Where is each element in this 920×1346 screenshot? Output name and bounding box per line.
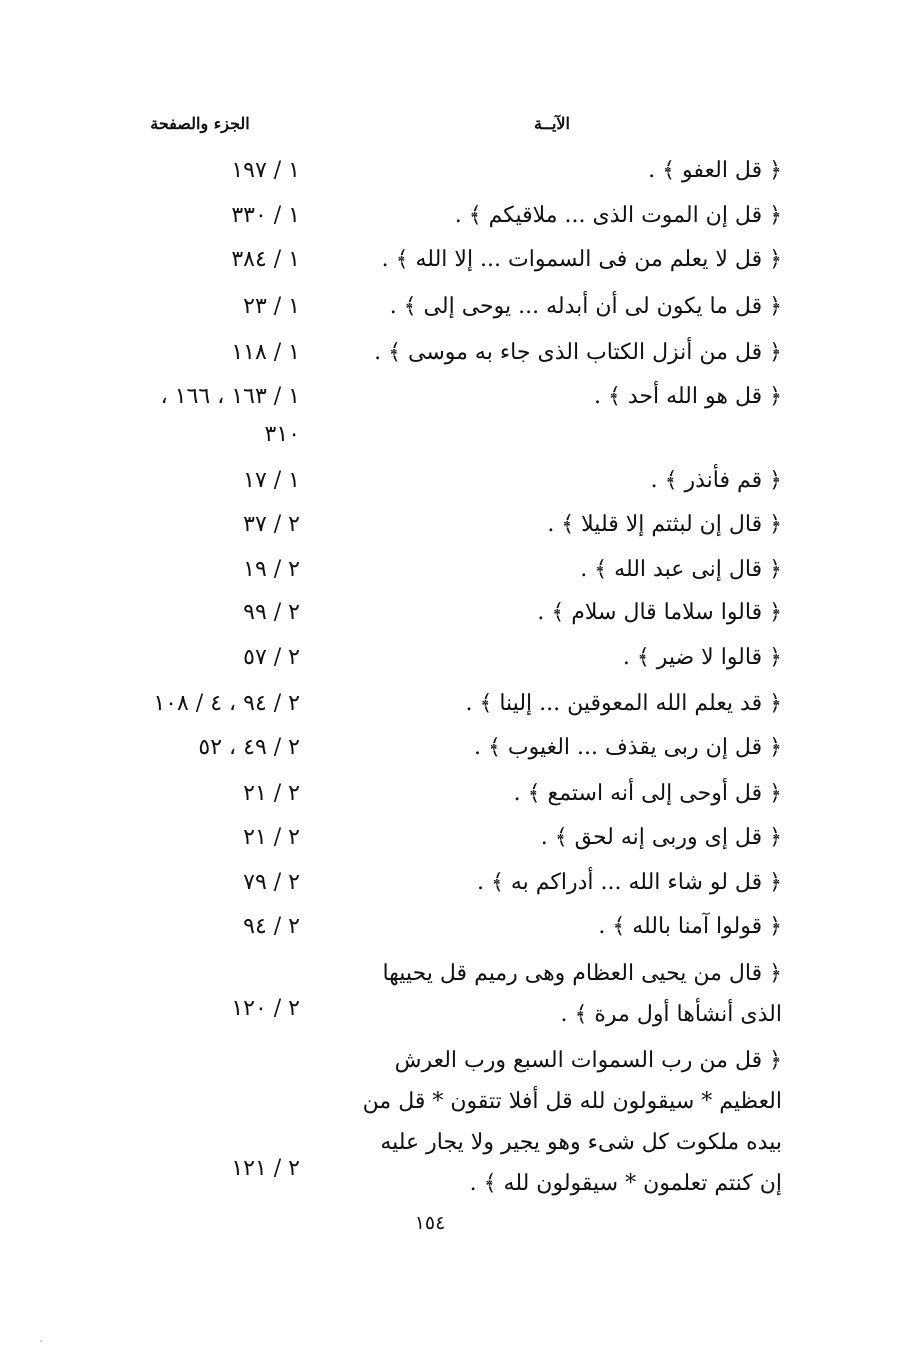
verse-reference: ٢ / ١٩ [243,557,300,582]
verse-column-header: الآيــة [534,114,570,133]
verse-reference: ١ / ٣٨٤ [231,247,300,272]
verse-text: ﴿ قل من رب السموات السبع ورب العرش العظيم * سيقولون لله قل أفلا تتقون * قل من بيده ملكوت كل شىء وهو يجير ولا يجار عليه إن كنتم تعلمون * سيقولون لله ﴾ . [362,1048,782,1196]
verse-text: ﴿ قل ما يكون لى أن أبدله ... يوحى إلى ﴾ . [389,294,782,319]
verse-text: ﴿ قل إى وربى إنه لحق ﴾ . [540,825,782,850]
verse-text: ﴿ قال من يحيى العظام وهى رميم قل يحييها الذى أنشأها أول مرة ﴾ . [382,961,782,1027]
verse-reference: ٢ / ٩٤ ، ٤ / ١٠٨ [153,691,300,716]
verse-text: ﴿ قولوا آمنا بالله ﴾ . [598,914,782,939]
verse-reference: ١ / ١١٨ [231,340,300,365]
page-number: ١٥٤ [414,1212,446,1234]
verse-text: ﴿ قل العفو ﴾ . [648,158,782,183]
verse-reference: ٢ / ٩٤ [243,914,300,939]
verse-reference: ٢ / ٢١ [243,825,300,850]
verse-text: ﴿ قل أوحى إلى أنه استمع ﴾ . [513,781,782,806]
verse-reference: ٢ / ١٢١ [231,1156,300,1181]
verse-text: ﴿ قل إن الموت الذى ... ملاقيكم ﴾ . [454,203,782,228]
verse-text: ﴿ قم فأنذر ﴾ . [650,468,782,493]
verse-text: ﴿ قل من أنزل الكتاب الذى جاء به موسى ﴾ . [374,340,782,365]
verse-reference: ١ / ٢٣ [243,294,300,319]
verse-reference: ٢ / ٤٩ ، ٥٢ [198,735,300,760]
verse-text: ﴿ قد يعلم الله المعوقين ... إلينا ﴾ . [465,691,782,716]
verse-text: ﴿ قال إن لبثتم إلا قليلا ﴾ . [547,512,782,537]
verse-reference: ٢ / ٩٩ [243,600,300,625]
verse-reference: ١ / ١٧ [243,468,300,493]
verse-reference: ٢ / ٥٧ [243,645,300,670]
verse-text: ﴿ قل هو الله أحد ﴾ . [593,384,782,409]
verse-text: ﴿ قال إنى عبد الله ﴾ . [580,557,782,582]
verse-text: ﴿ قل إن ربى يقذف ... الغيوب ﴾ . [474,735,782,760]
verse-reference: ٢ / ٣٧ [243,512,300,537]
verse-reference: ٢ / ٢١ [243,781,300,806]
verse-reference: ١ / ٣٣٠ [231,203,300,228]
verse-reference: ١ / ١٩٧ [231,158,300,183]
verse-reference: ٢ / ٧٩ [243,870,300,895]
verse-reference-continued: ٣١٠ [264,422,300,447]
scan-speck [40,1340,42,1342]
verse-reference: ١ / ١٦٣ ، ١٦٦ ، [160,384,300,409]
reference-column-header: الجزء والصفحة [150,114,250,133]
verse-text: ﴿ قل لو شاء الله ... أدراكم به ﴾ . [477,870,782,895]
verse-text: ﴿ قالوا لا ضير ﴾ . [622,645,782,670]
verse-reference: ٢ / ١٢٠ [231,996,300,1021]
verse-text: ﴿ قالوا سلاما قال سلام ﴾ . [537,600,782,625]
verse-text: ﴿ قل لا يعلم من فى السموات ... إلا الله ﴾ . [381,247,782,272]
